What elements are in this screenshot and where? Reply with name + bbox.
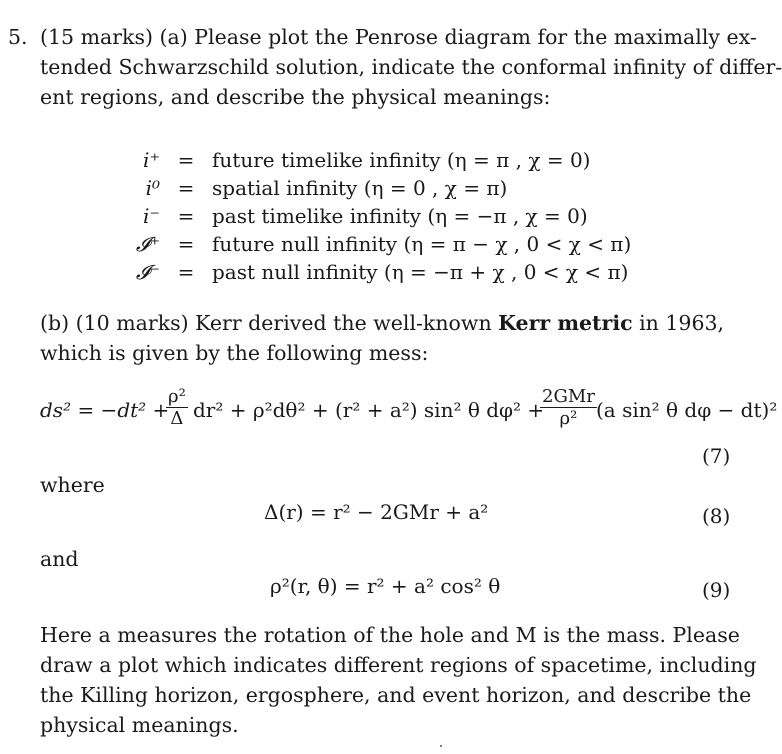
closing-line-1: Here a measures the rotation of the hole and M is the mass. Please <box>40 623 740 647</box>
definition-row <box>118 174 631 202</box>
definition-row <box>118 202 631 230</box>
definition-equals: = <box>177 176 195 200</box>
scan-dot <box>440 745 442 747</box>
closing-line-2: draw a plot which indicates different regions of spacetime, including <box>40 653 757 677</box>
definition-equals: = <box>177 148 195 172</box>
definition-row <box>118 258 631 286</box>
part-b-intro <box>40 308 724 368</box>
and-label: and <box>40 547 79 571</box>
infinity-definitions <box>118 146 631 286</box>
question-number: 5. <box>8 25 28 49</box>
equation-7-tail: (a sin² θ dφ − dt)² <box>596 398 778 422</box>
where-label: where <box>40 473 105 497</box>
equation-number-9: (9) <box>702 578 731 602</box>
definition-equals: = <box>177 204 195 228</box>
closing-paragraph <box>40 620 757 740</box>
part-b-line1-post: in 1963, <box>632 311 725 335</box>
definition-text: spatial infinity (η = 0 , χ = π) <box>212 176 508 200</box>
fraction-2gmr-over-rho <box>540 386 597 429</box>
equation-number-8: (8) <box>702 504 731 528</box>
definition-row <box>118 146 631 174</box>
definition-symbol: 𝓘⁺ <box>135 232 160 256</box>
intro-line-3: ent regions, and describe the physical meanings: <box>40 85 551 109</box>
equation-7-middle: dr² + ρ²dθ² + (r² + a²) sin² θ dφ² + <box>193 398 545 422</box>
definition-symbol: i⁰ <box>145 176 160 200</box>
fraction-denominator: ρ² <box>559 408 578 429</box>
definition-symbol: i⁻ <box>143 204 160 228</box>
part-b-line2: which is given by the following mess: <box>40 341 429 365</box>
definition-text: future null infinity (η = π − χ , 0 < χ < π) <box>212 232 632 256</box>
equation-9: ρ²(r, θ) = r² + a² cos² θ <box>270 574 501 598</box>
definition-symbol: 𝓘⁻ <box>135 260 160 284</box>
fraction-numerator: ρ² <box>168 386 186 407</box>
closing-line-4: physical meanings. <box>40 713 239 737</box>
definition-text: past null infinity (η = −π + χ , 0 < χ < π) <box>212 260 629 284</box>
definition-symbol: i⁺ <box>143 148 160 172</box>
intro-line-1: (15 marks) (a) Please plot the Penrose diagram for the maximally ex- <box>40 25 757 49</box>
intro-line-2: tended Schwarzschild solution, indicate the conformal infinity of differ- <box>40 55 782 79</box>
definition-equals: = <box>177 232 195 256</box>
fraction-rho-over-delta <box>166 386 188 429</box>
definition-equals: = <box>177 260 195 284</box>
part-b-line1-pre: (b) (10 marks) Kerr derived the well-known <box>40 311 499 335</box>
closing-line-3: the Killing horizon, ergosphere, and event horizon, and describe the <box>40 683 752 707</box>
kerr-metric-term: Kerr metric <box>498 311 633 335</box>
definition-row <box>118 230 631 258</box>
definition-text: future timelike infinity (η = π , χ = 0) <box>212 148 591 172</box>
question-intro <box>8 22 782 112</box>
equation-8: Δ(r) = r² − 2GMr + a² <box>264 500 489 524</box>
fraction-denominator: Δ <box>170 408 184 429</box>
definition-text: past timelike infinity (η = −π , χ = 0) <box>212 204 588 228</box>
equation-7-lhs: ds² = −dt² + <box>40 398 170 422</box>
fraction-numerator: 2GMr <box>542 386 595 407</box>
equation-number-7: (7) <box>702 444 731 468</box>
equation-7 <box>40 382 778 444</box>
